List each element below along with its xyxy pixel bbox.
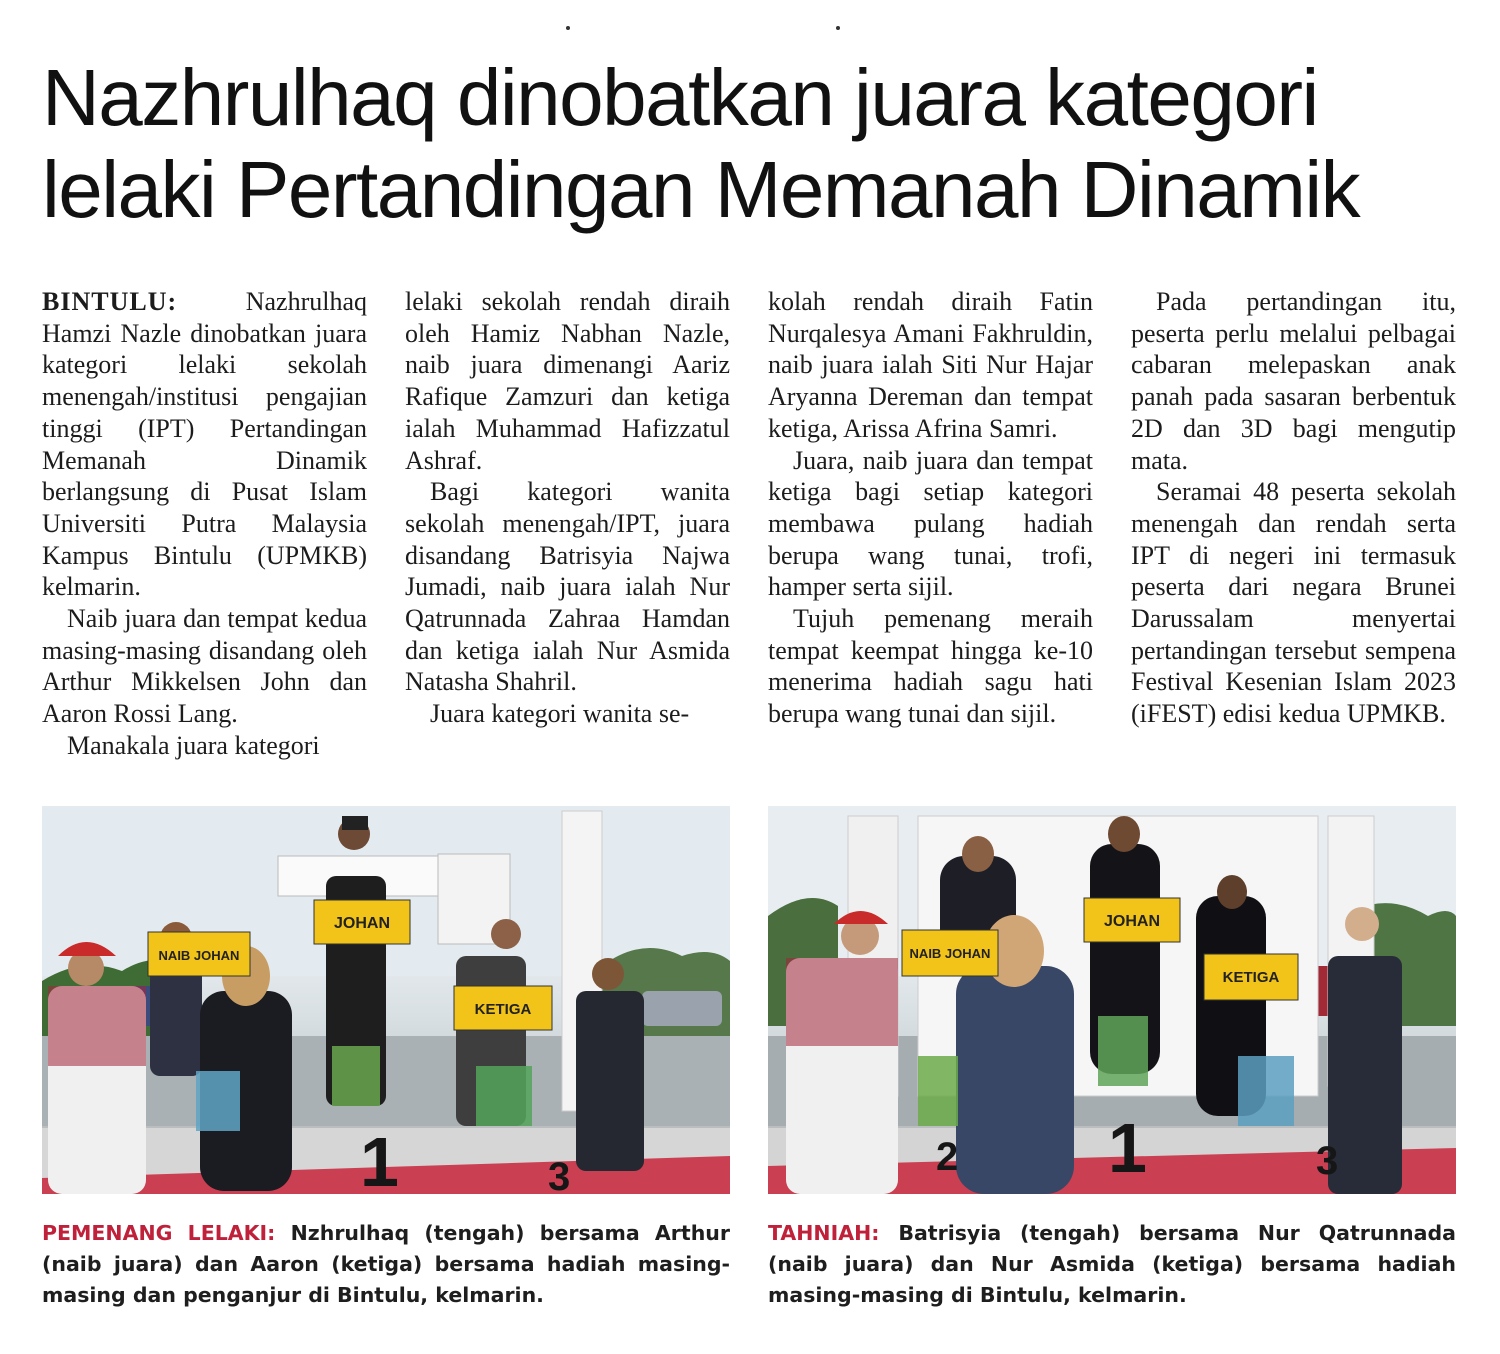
article-paragraph: Tujuh pemenang meraih tempat keempat hingga ke-10 menerima hadiah sagu hati berupa wang tunai dan sijil. — [768, 604, 1093, 729]
caption-left — [42, 1218, 730, 1311]
article-paragraph: Naib juara dan tempat kedua masing-masing disandang oleh Arthur Mikkelsen John dan Aaron Rossi Lang. — [42, 604, 367, 729]
board-johan-left: JOHAN — [333, 915, 391, 932]
page-mark-left — [566, 26, 570, 30]
dateline: BINTULU: — [42, 287, 178, 316]
article-column-2 — [405, 286, 730, 730]
article-column-3 — [768, 286, 1093, 730]
board-ketiga-right: KETIGA — [1222, 969, 1280, 986]
caption-text-right: Batrisyia (tengah) bersama Nur Qatrunnada (naib juara) dan Nur Asmida (ketiga) bersama hadiah masing-masing di Bintulu, kelmarin. — [768, 1221, 1456, 1307]
article-paragraph — [42, 286, 367, 603]
headline-line-1: Nazhrulhaq dinobatkan juara kategori — [42, 53, 1318, 142]
article-paragraph: Juara kategori wanita se- — [430, 699, 690, 729]
podium-number-1-right: 1 — [1108, 1109, 1147, 1187]
article-paragraph: lelaki sekolah rendah diraih oleh Hamiz Nabhan Nazle, naib juara dimenangi Aariz Rafique Zamzuri dan ketiga ialah Muhammad Hafizzatul Ashraf. — [405, 287, 730, 475]
article-paragraph: Juara, naib juara dan tempat ketiga bagi setiap kategori membawa pulang hadiah berupa wang tunai, trofi, hamper serta sijil. — [768, 445, 1093, 602]
caption-lead-right: TAHNIAH: — [768, 1221, 880, 1245]
board-johan-right: JOHAN — [1103, 913, 1161, 930]
article-column-4 — [1131, 286, 1456, 730]
photo-female-winners — [768, 806, 1456, 1194]
headline — [42, 52, 1462, 236]
caption-lead-left: PEMENANG LELAKI: — [42, 1221, 276, 1245]
podium-number-3-right: 3 — [1316, 1139, 1339, 1183]
photo-illustration — [768, 806, 1456, 1194]
caption-text-left: Nzhrulhaq (tengah) bersama Arthur (naib juara) dan Aaron (ketiga) bersama hadiah masing-masing dan penganjur di Bintulu, kelmarin. — [42, 1221, 730, 1307]
article-paragraph: Bagi kategori wanita sekolah menengah/IPT, juara disandang Batrisyia Najwa Jumadi, naib juara ialah Nur Qatrunnada Zahraa Hamdan dan ketiga ialah Nur Asmida Natasha Shahril. — [405, 477, 730, 697]
caption-right — [768, 1218, 1456, 1311]
board-ketiga-left: KETIGA — [474, 1001, 532, 1018]
headline-line-2: lelaki Pertandingan Memanah Dinamik — [42, 145, 1360, 234]
page-mark-right — [836, 26, 840, 30]
photo-illustration — [42, 806, 730, 1194]
article-paragraph: kolah rendah diraih Fatin Nurqalesya Amani Fakhruldin, naib juara ialah Siti Nur Hajar Aryanna Dereman dan tempat ketiga, Arissa Afrina Samri. — [768, 287, 1093, 443]
podium-number-3-left: 3 — [548, 1155, 571, 1194]
podium-number-2-right: 2 — [936, 1135, 959, 1179]
photo-male-winners — [42, 806, 730, 1194]
article-paragraph: Manakala juara kategori — [67, 730, 320, 760]
article-paragraph: Seramai 48 peserta sekolah menengah dan rendah serta IPT di negeri ini termasuk peserta dari negara Brunei Darussalam menyertai pertandingan tersebut sempena Festival Kesenian Islam 2023 (iFEST) edisi kedua UPMKB. — [1131, 477, 1456, 729]
article-text: Nazhrulhaq Hamzi Nazle dinobatkan juara kategori lelaki sekolah menengah/institusi pengajian tinggi (IPT) Pertandingan Memanah Dinamik berlangsung di Pusat Islam Universiti Putra Malaysia Kampus Bintulu (UPMKB) kelmarin. — [42, 287, 367, 602]
board-naib-johan-left: NAIB JOHAN — [158, 948, 240, 963]
board-naib-johan-right: NAIB JOHAN — [909, 946, 991, 961]
article-column-1 — [42, 286, 367, 762]
article-paragraph: Pada pertandingan itu, peserta perlu melalui pelbagai cabaran melepaskan anak panah pada sasaran berbentuk 2D dan 3D bagi mengutip mata. — [1131, 287, 1456, 475]
podium-number-1-left: 1 — [360, 1123, 399, 1194]
